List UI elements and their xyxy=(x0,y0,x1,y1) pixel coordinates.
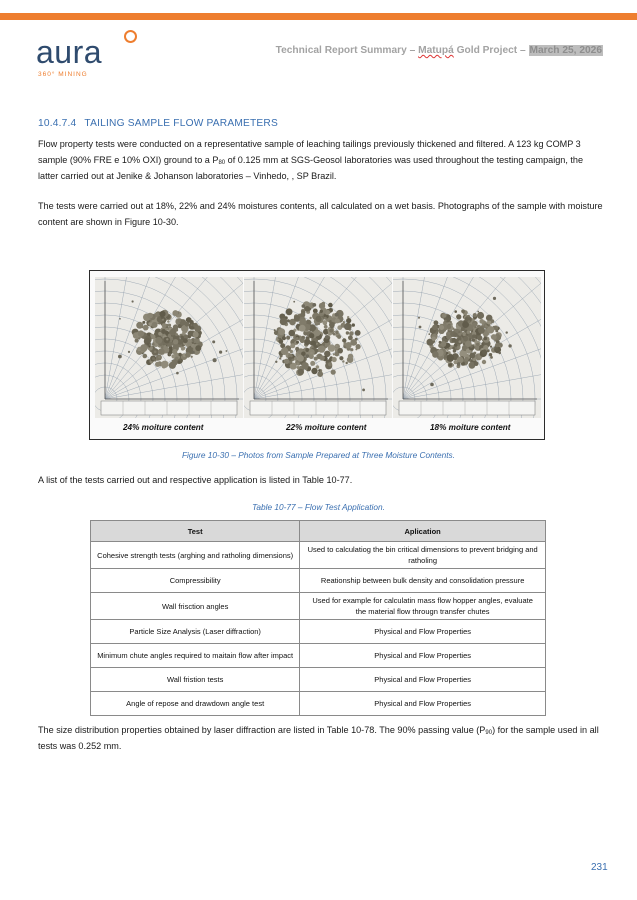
application-cell: Used to calculatiog the bin critical dimensions to prevent bridging and ratholing xyxy=(300,542,546,569)
table-caption: Table 10-77 – Flow Test Application. xyxy=(252,502,385,512)
application-cell: Physical and Flow Properties xyxy=(300,644,546,668)
table-header-row xyxy=(91,521,546,542)
header-accent-bar xyxy=(0,13,637,20)
application-cell: Physical and Flow Properties xyxy=(300,620,546,644)
paragraph-size-distribution: The size distribution properties obtained by laser diffraction are listed in Table 10-78. The 90% passing value $(P_{90})$ for the sample used in all tests was 0.252 mm. xyxy=(38,725,599,752)
logo-tagline: 360° MINING xyxy=(38,71,88,78)
photo-label-18: 18% moiture content xyxy=(430,423,511,432)
grid-paper-photo xyxy=(244,277,392,418)
grid-paper-photo xyxy=(95,277,243,418)
logo-ring-icon xyxy=(124,30,137,43)
test-cell: Wall frisction angles xyxy=(91,593,300,620)
table-row xyxy=(91,692,546,716)
table-row xyxy=(91,668,546,692)
paragraph-flow-tests: Flow property tests were conducted on a representative sample of leaching tailings previously thickened and filtered. A 123 kg COMP 3 sample (90% FRE e 10% OXI) ground to a $P_{80}$ of 0.125 mm at SGS-Geosol laboratories was used throughout the testing campaign, the latter carried out at Jenike & Johanson laboratories – Vinhedo, , SP Brazil. xyxy=(38,139,584,182)
table-row xyxy=(91,644,546,668)
test-cell: Minimum chute angles required to maitain flow after impact xyxy=(91,644,300,668)
photo-panel-24 xyxy=(95,277,243,418)
photo-panel-22 xyxy=(244,277,392,418)
paragraph-moisture: The tests were carried out at 18%, 22% and 24% moistures contents, all calculated on a wet basis. Photographs of the sample with moisture content are shown in Figure 10-30. xyxy=(38,201,603,228)
column-header-test: Test xyxy=(91,521,300,542)
report-header-title: Technical Report Summary – Matupá Gold Project – March 25, 2026 xyxy=(275,45,602,56)
column-header-application: Aplication xyxy=(300,521,546,542)
page-number: 231 xyxy=(591,862,608,873)
photo-label-24: 24% moiture content xyxy=(123,423,204,432)
paragraph-test-list: A list of the tests carried out and respective application is listed in Table 10-77. xyxy=(38,475,353,485)
test-cell: Angle of repose and drawdown angle test xyxy=(91,692,300,716)
application-cell: Reationship between bulk density and consolidation pressure xyxy=(300,569,546,593)
test-cell: Compressibility xyxy=(91,569,300,593)
table-row xyxy=(91,569,546,593)
application-cell: Used for example for calculatin mass flow hopper angles, evaluate the material flow througn transfer chutes xyxy=(300,593,546,620)
photo-panel-18 xyxy=(393,277,541,418)
grid-paper-photo xyxy=(393,277,541,418)
aura-logo xyxy=(36,30,166,82)
application-cell: Physical and Flow Properties xyxy=(300,668,546,692)
test-cell: Cohesive strength tests (arghing and ratholing dimensions) xyxy=(91,542,300,569)
test-cell: Particle Size Analysis (Laser diffraction) xyxy=(91,620,300,644)
photo-label-22: 22% moiture content xyxy=(286,423,367,432)
table-row xyxy=(91,593,546,620)
application-cell: Physical and Flow Properties xyxy=(300,692,546,716)
section-heading: 10.4.7.4 TAILING SAMPLE FLOW PARAMETERS xyxy=(38,118,278,129)
table-row xyxy=(91,542,546,569)
flow-test-table xyxy=(90,520,546,716)
logo-wordmark: aura xyxy=(36,34,103,70)
table-row xyxy=(91,620,546,644)
figure-caption: Figure 10-30 – Photos from Sample Prepared at Three Moisture Contents. xyxy=(181,450,455,460)
moisture-photo-figure xyxy=(89,270,545,440)
test-cell: Wall fristion tests xyxy=(91,668,300,692)
